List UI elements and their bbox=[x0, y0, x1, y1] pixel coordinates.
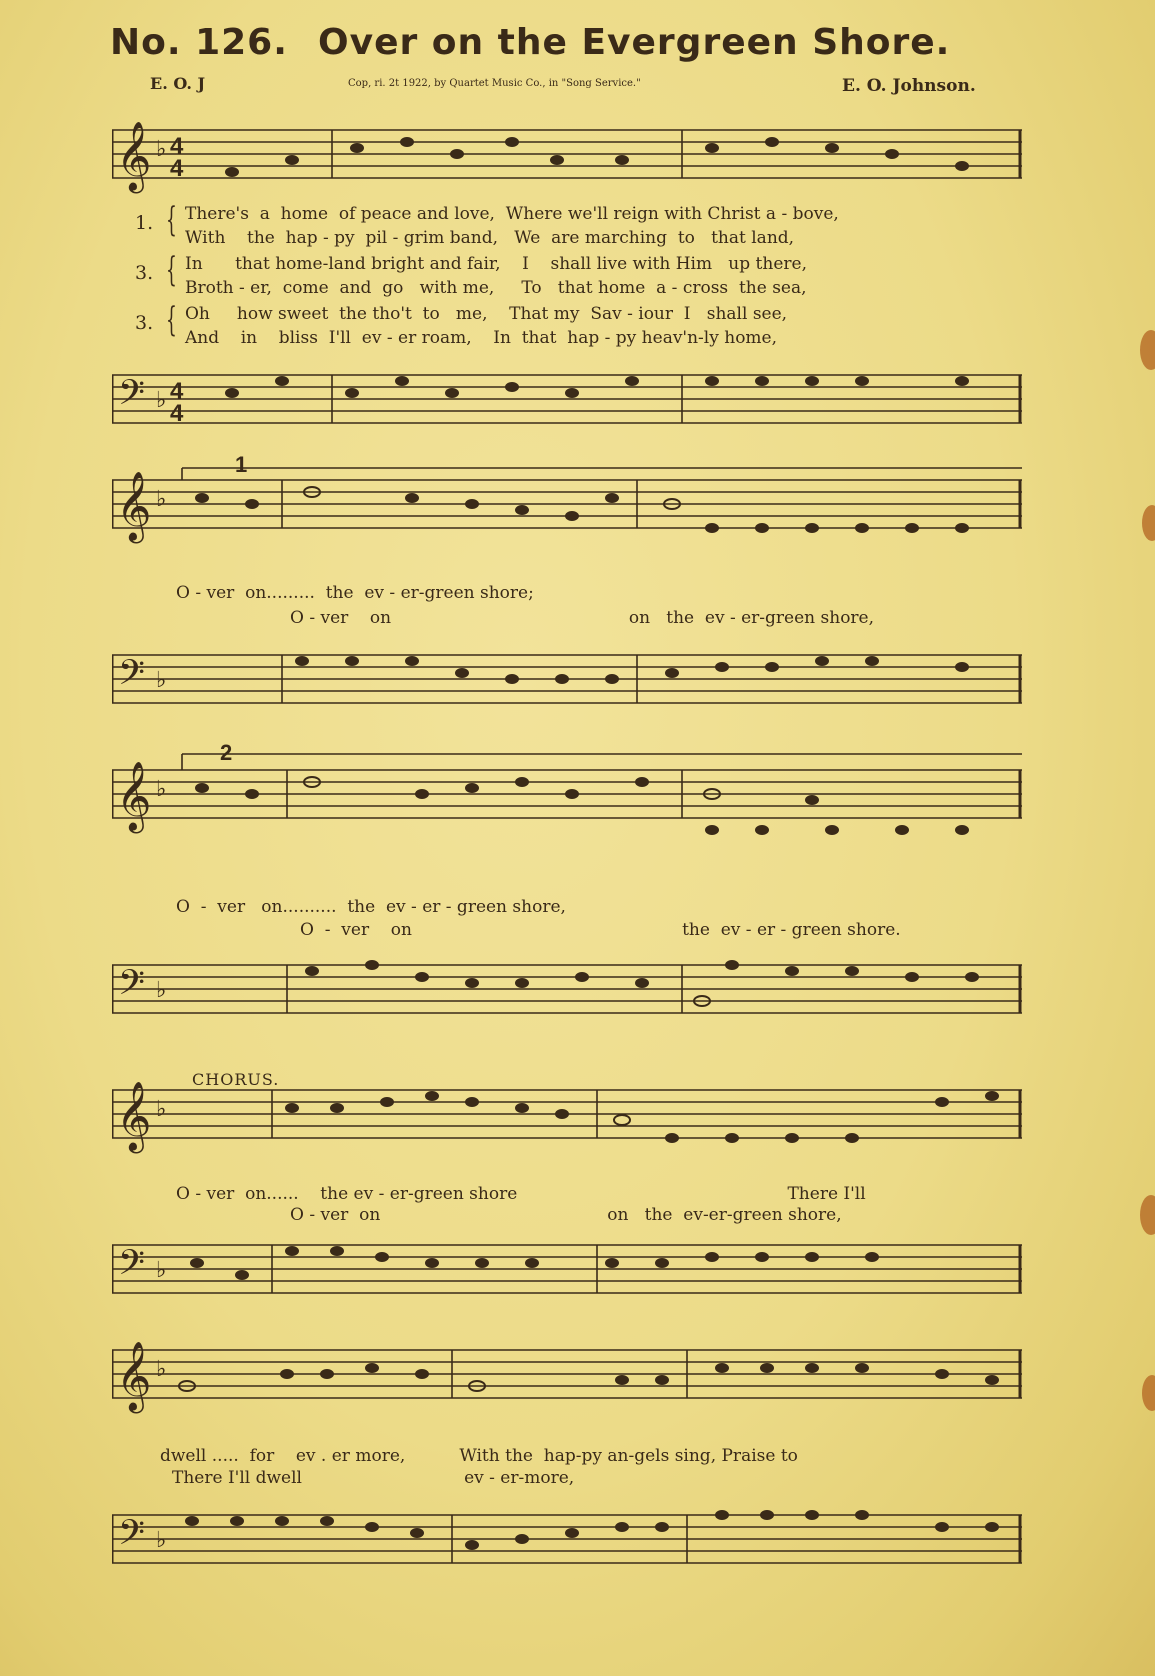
verse-number-1: 1. bbox=[135, 212, 154, 234]
svg-text:𝄢: 𝄢 bbox=[118, 652, 146, 701]
verse-brace: { bbox=[166, 250, 177, 290]
svg-text:♭: ♭ bbox=[156, 388, 167, 413]
hymn-title: Over on the Evergreen Shore. bbox=[318, 22, 951, 63]
verse-number-3: 3. bbox=[135, 312, 154, 334]
svg-text:♭: ♭ bbox=[156, 1258, 167, 1283]
svg-text:4: 4 bbox=[170, 378, 184, 405]
svg-text:𝄞: 𝄞 bbox=[116, 1081, 152, 1151]
svg-text:♭: ♭ bbox=[156, 1357, 167, 1382]
verse-2-line-2: Broth - er, come and go with me, To that home a - cross the sea, bbox=[185, 278, 807, 298]
svg-text:♭: ♭ bbox=[156, 978, 167, 1003]
verse-3-line-2: And in bliss I'll ev - er roam, In that hap - py heav'n-ly home, bbox=[185, 328, 778, 348]
chorus-2-top: dwell ..... for ev . er more, With the hap-py an-gels sing, Praise to bbox=[160, 1446, 798, 1466]
second-ending-number: 2 bbox=[220, 740, 233, 765]
svg-text:𝄢: 𝄢 bbox=[118, 372, 146, 421]
verse-brace: { bbox=[166, 200, 177, 240]
svg-text:𝄢: 𝄢 bbox=[118, 1242, 146, 1291]
lyricist-initials: E. O. J bbox=[150, 74, 206, 93]
chorus-1-top: O - ver on...... the ev - er-green shore There I'll bbox=[176, 1184, 866, 1204]
svg-text:♭: ♭ bbox=[156, 1097, 167, 1122]
svg-text:𝄢: 𝄢 bbox=[118, 1512, 146, 1561]
staff-bass-3 bbox=[112, 945, 1022, 1045]
binding-hole bbox=[1140, 330, 1155, 370]
staff-bass-4 bbox=[112, 1225, 1022, 1325]
staff-bass-2 bbox=[112, 635, 1022, 735]
binding-hole bbox=[1142, 1375, 1155, 1411]
composer-name: E. O. Johnson. bbox=[842, 76, 976, 96]
svg-text:𝄢: 𝄢 bbox=[118, 962, 146, 1011]
refrain-2-bottom: O - ver on the ev - er - green shore. bbox=[300, 920, 901, 940]
first-ending-number: 1 bbox=[235, 452, 248, 477]
staff-treble-4 bbox=[112, 1070, 1022, 1170]
staff-bass-1 bbox=[112, 355, 1022, 455]
svg-text:♭: ♭ bbox=[156, 668, 167, 693]
svg-text:♭: ♭ bbox=[156, 1528, 167, 1553]
svg-text:𝄞: 𝄞 bbox=[116, 471, 152, 541]
svg-text:𝄞: 𝄞 bbox=[116, 121, 152, 191]
refrain-2-top: O - ver on.......... the ev - er - green shore, bbox=[176, 897, 566, 917]
verse-1-line-2: With the hap - py pil - grim band, We are marching to that land, bbox=[185, 228, 795, 248]
staff-treble-3 bbox=[112, 750, 1022, 850]
copyright-notice: Cop, ri. 2t 1922, by Quartet Music Co., in "Song Service." bbox=[348, 78, 641, 89]
verse-2-line-1: In that home-land bright and fair, I shall live with Him up there, bbox=[185, 254, 807, 274]
svg-text:𝄞: 𝄞 bbox=[116, 1341, 152, 1411]
staff-treble-5 bbox=[112, 1330, 1022, 1430]
verse-1-line-1: There's a home of peace and love, Where we'll reign with Christ a - bove, bbox=[185, 204, 839, 224]
chorus-1-bottom: O - ver on on the ev-er-green shore, bbox=[290, 1205, 842, 1225]
verse-brace: { bbox=[166, 300, 177, 340]
staff-treble-2 bbox=[112, 460, 1022, 560]
refrain-1-bottom: O - ver on on the ev - er-green shore, bbox=[290, 608, 875, 628]
svg-text:♭: ♭ bbox=[156, 487, 167, 512]
svg-text:4: 4 bbox=[170, 400, 184, 427]
hymn-number: No. 126. bbox=[110, 22, 288, 63]
staff-treble-1 bbox=[112, 110, 1022, 210]
refrain-1-top: O - ver on......... the ev - er-green shore; bbox=[176, 583, 534, 603]
verse-number-2: 3. bbox=[135, 262, 154, 284]
svg-text:4: 4 bbox=[170, 155, 184, 182]
svg-text:♭: ♭ bbox=[156, 137, 167, 162]
verse-3-line-1: Oh how sweet the tho't to me, That my Sav - iour I shall see, bbox=[185, 304, 788, 324]
staff-bass-5 bbox=[112, 1495, 1022, 1595]
chorus-label: CHORUS. bbox=[192, 1070, 280, 1089]
svg-text:♭: ♭ bbox=[156, 777, 167, 802]
chorus-2-bottom: There I'll dwell ev - er-more, bbox=[172, 1468, 575, 1488]
binding-hole bbox=[1142, 505, 1155, 541]
svg-text:4: 4 bbox=[170, 133, 184, 160]
svg-text:𝄞: 𝄞 bbox=[116, 761, 152, 831]
binding-hole bbox=[1140, 1195, 1155, 1235]
